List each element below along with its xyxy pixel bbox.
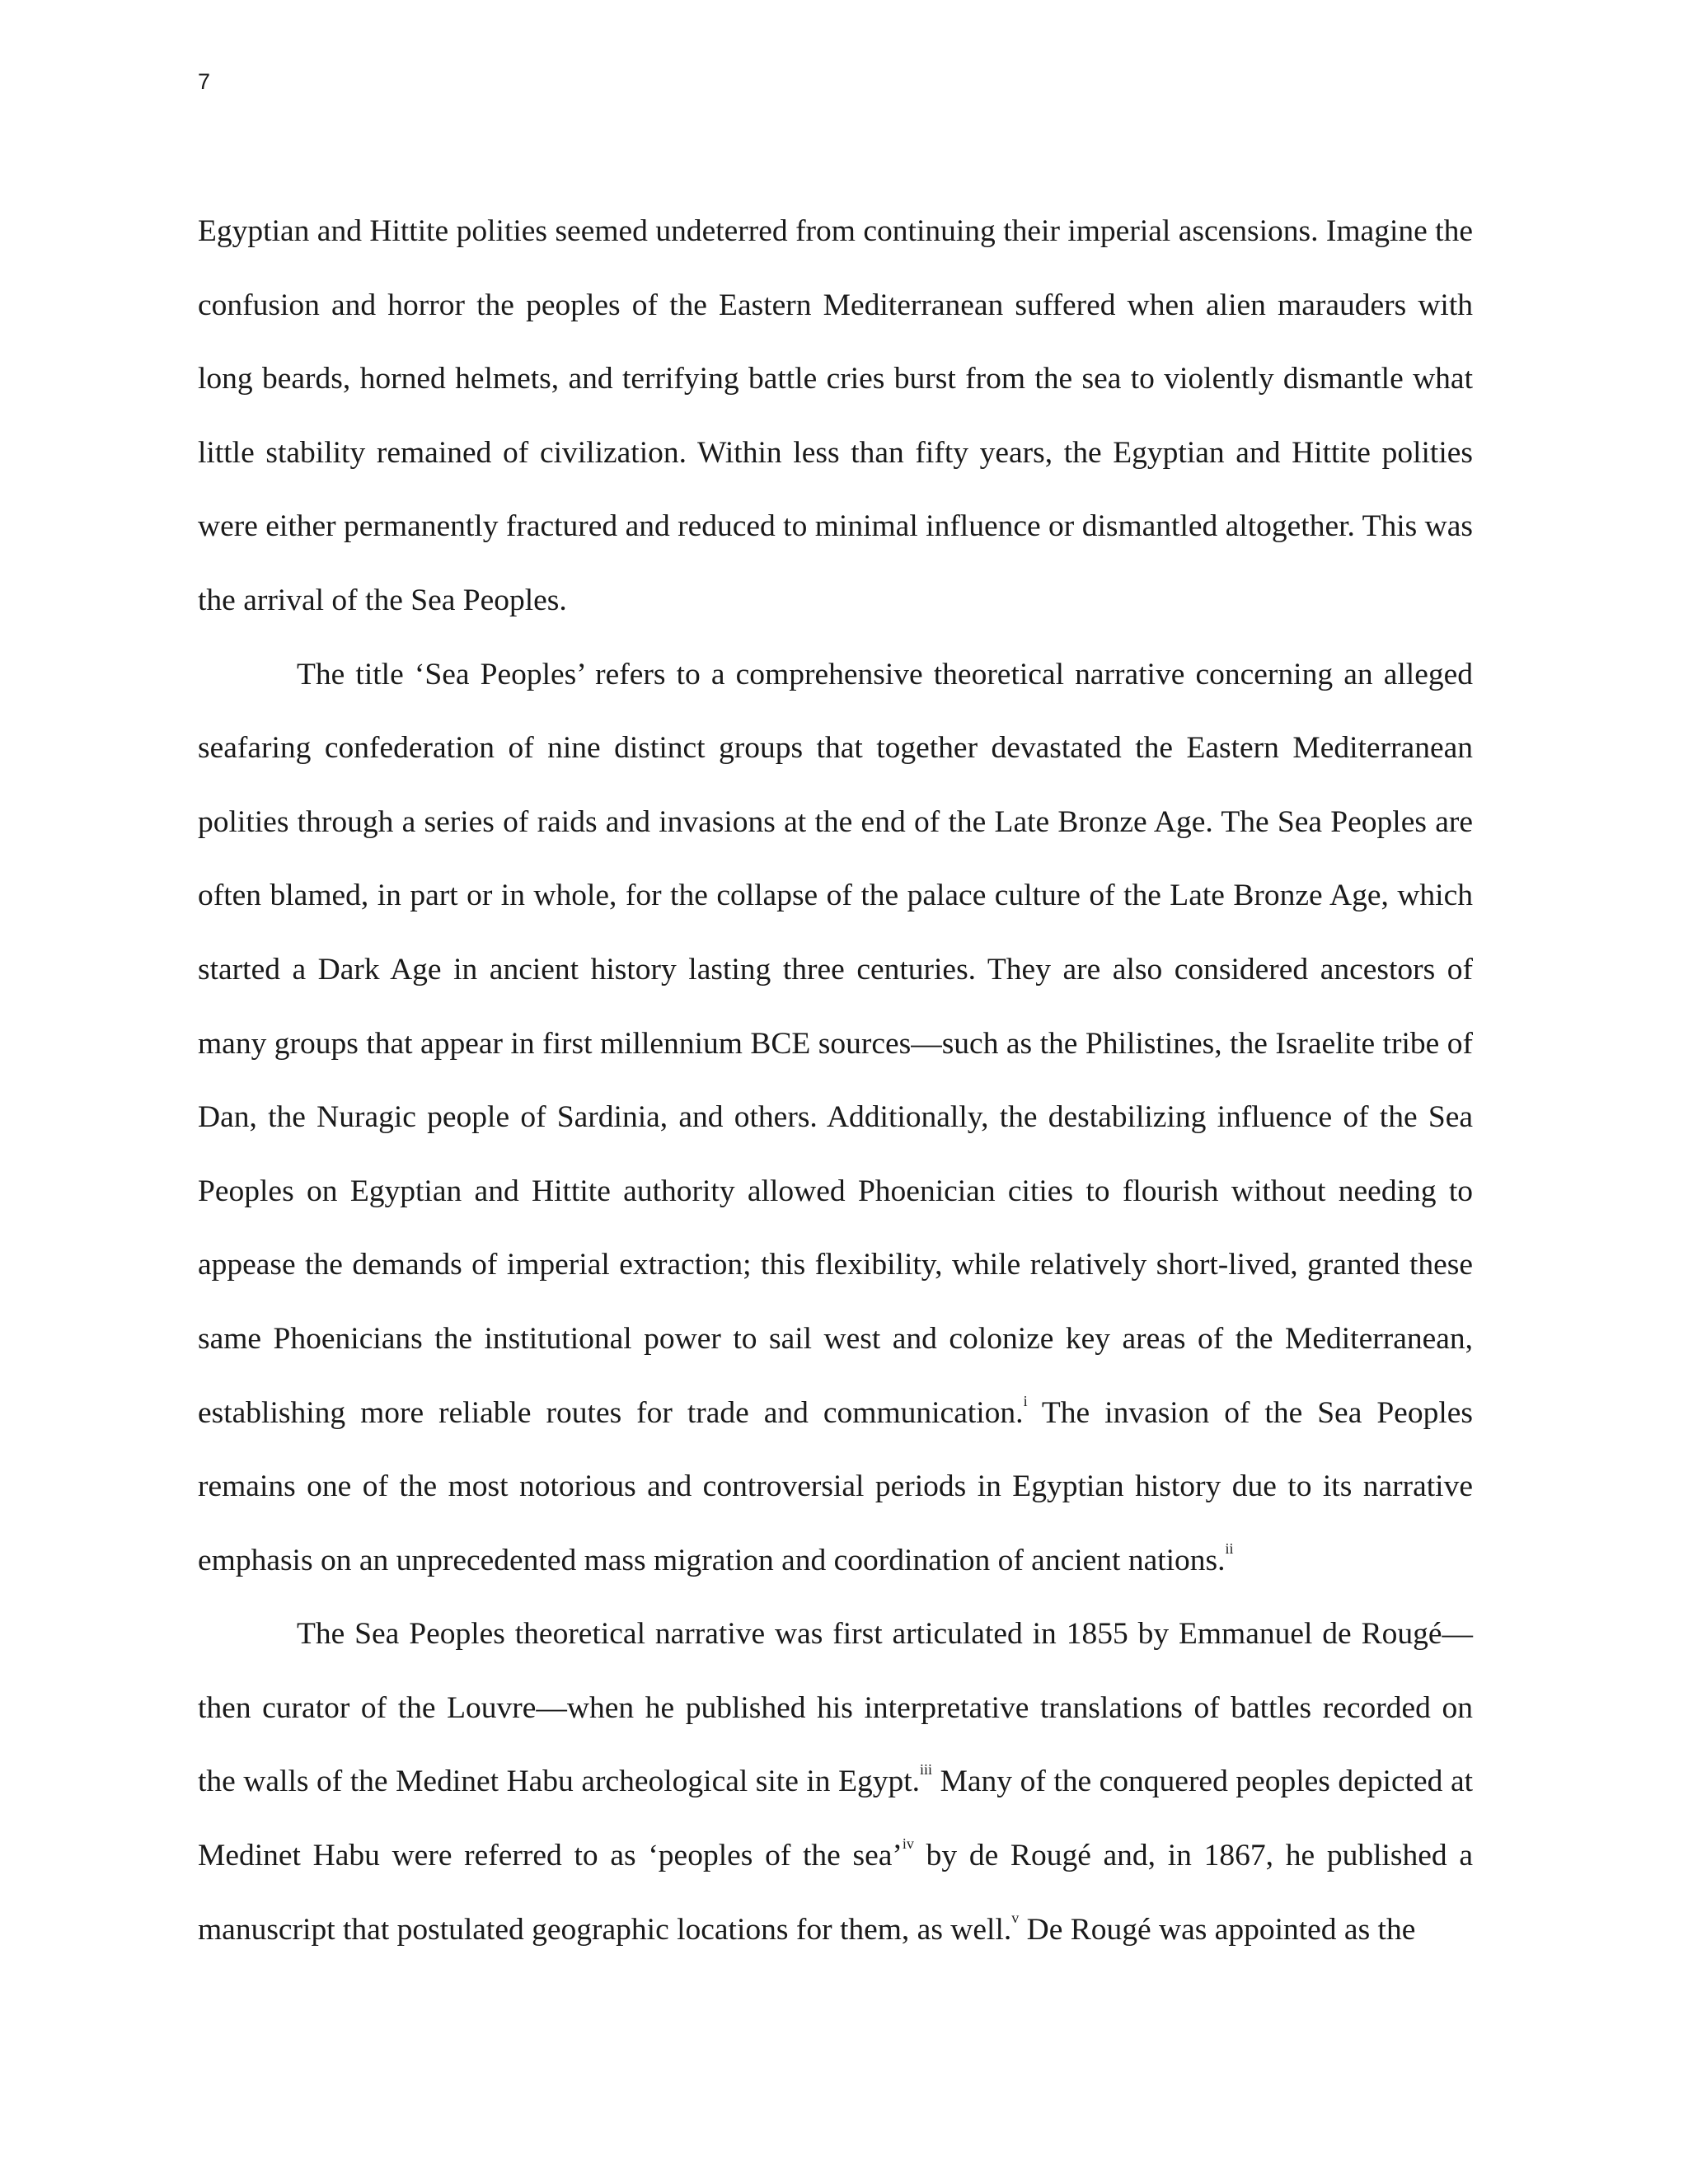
paragraph-text: The invasion of the Sea Peoples remains one of the most notorious and controversial periods in Egyptian history due to its narrative emphasis on an unprecedented mass migration and coordination of ancient nations. <box>198 1395 1473 1577</box>
paragraph-text: The title ‘Sea Peoples’ refers to a comprehensive theoretical narrative concerning an alleged seafaring confederation of nine distinct groups that together devastated the Eastern Mediterranean polities through a series of raids and invasions at the end of the Late Bronze Age. The Sea Peoples are often blamed, in part or in whole, for the collapse of the palace culture of the Late Bronze Age, which started a Dark Age in ancient history lasting three centuries. They are also considered ancestors of many groups that appear in first millennium BCE sources—such as the Philistines, the Israelite tribe of Dan, the Nuragic people of Sardinia, and others. Additionally, the destabilizing influence of the Sea Peoples on Egyptian and Hittite authority allowed Phoenician cities to flourish without needing to appease the demands of imperial extraction; this flexibility, while relatively short-lived, granted these same Phoenicians the institutional power to sail west and colonize key areas of the Mediterranean, establishing more reliable routes for trade and communication. <box>198 657 1473 1430</box>
endnote-marker[interactable]: iv <box>902 1835 914 1853</box>
paragraph-text: Many of the conquered peoples depicted at Medinet Habu were referred to as ‘peoples of the sea’ <box>198 1765 1474 1873</box>
endnote-marker[interactable]: ii <box>1225 1540 1234 1557</box>
paragraph <box>198 638 1473 1598</box>
paragraph <box>198 1597 1473 1966</box>
paragraph-text: Egyptian and Hittite polities seemed undeterred from continuing their imperial ascensions. Imagine the confusion and horror the peoples of the Eastern Mediterranean suffered when alien marauders with long beards, horned helmets, and terrifying battle cries burst from the sea to violently dismantle what little stability remained of civilization. Within less than fifty years, the Egyptian and Hittite polities were either permanently fractured and reduced to minimal influence or dismantled altogether. This was the arrival of the Sea Peoples. <box>198 214 1473 617</box>
body-text <box>198 194 1473 1966</box>
paragraph-text: by de Rougé and, in 1867, he published a manuscript that postulated geographic locations for them, as well. <box>198 1839 1473 1947</box>
paragraph-text: The Sea Peoples theoretical narrative was first articulated in 1855 by Emmanuel de Rougé—then curator of the Louvre—when he published his interpretative translations of battles recorded on the walls of the Medinet Habu archeological site in Egypt. <box>198 1617 1473 1799</box>
endnote-marker[interactable]: iii <box>920 1761 933 1779</box>
endnote-marker[interactable]: i <box>1023 1392 1028 1409</box>
paragraph <box>198 194 1473 638</box>
page-number: 7 <box>198 69 211 94</box>
endnote-marker[interactable]: v <box>1011 1909 1020 1926</box>
paragraph-text: De Rougé was appointed as the <box>1019 1912 1416 1947</box>
